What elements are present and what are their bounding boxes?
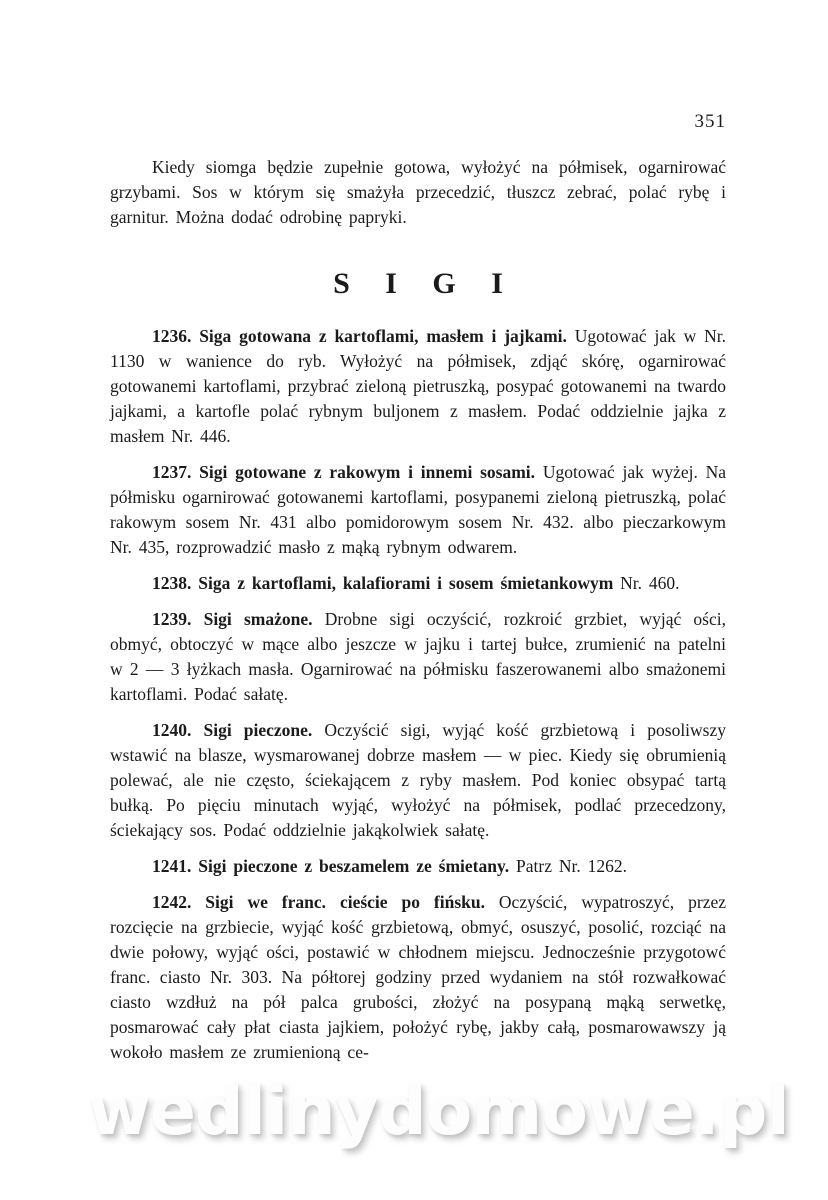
recipe-body: Ugotować jak wyżej. Na półmisku ogarnirować gotowanemi kartoflami, posypanemi zieloną pietruszką, polać rakowym sosem Nr. 431 albo pomidorowym sosem Nr. 432. albo pieczarkowym Nr. 435, rozprowadzić masło z mąką rybnym odwarem. — [110, 462, 726, 557]
recipe-1238 — [110, 571, 726, 596]
recipe-1236 — [110, 324, 726, 449]
recipe-1237 — [110, 460, 726, 560]
recipe-title: 1236. Siga gotowana z kartoflami, masłem i jajkami. — [152, 326, 567, 346]
recipe-1242 — [110, 890, 726, 1065]
section-heading: S I G I — [333, 267, 517, 300]
recipe-title: 1238. Siga z kartoflami, kalafiorami i sosem śmietankowym — [152, 573, 614, 593]
recipe-title: 1239. Sigi smażone. — [152, 609, 313, 629]
recipe-body: Oczyścić sigi, wyjąć kość grzbietową i posoliwszy wstawić na blasze, wysmarowanej dobrze masłem — w piec. Kiedy się obrumienią polewać, ale nie często, ściekającem z ryby masłem. Pod koniec obsypać tartą bułką. Po pięciu minutach wyjąć, wyłożyć na półmisek, podlać przecedzony, ściekający sos. Podać oddzielnie jakąkolwiek sałatę. — [110, 720, 727, 840]
recipe-body: Ugotować jak w Nr. 1130 w wanience do ryb. Wyłożyć na półmisek, zdjąć skórę, ogarnirować gotowanemi kartoflami, przybrać zieloną pietruszką, posypać gotowanemi na twardo jajkami, a kartofle polać rybnym buljonem z masłem. Podać oddzielnie jajka z masłem Nr. 446. — [110, 326, 726, 446]
recipe-1241 — [110, 854, 726, 879]
recipe-1240 — [110, 718, 726, 843]
recipe-body: Patrz Nr. 1262. — [516, 856, 627, 876]
recipe-title: 1241. Sigi pieczone z beszamelem ze śmietany. — [152, 856, 510, 876]
recipe-title: 1240. Sigi pieczone. — [152, 720, 313, 740]
page-number: 351 — [694, 111, 726, 132]
watermark: wedlinydomowe.pl — [88, 1072, 789, 1151]
recipe-body: Drobne sigi oczyścić, rozkroić grzbiet, wyjąć ości, obmyć, obtoczyć w mące albo jeszcze w jajku i tartej bułce, zrumienić na patelni w 2 — 3 łyżkach masła. Ogarnirować na półmisku faszerowanemi albo smażonemi kartoflami. Podać sałatę. — [110, 609, 726, 704]
recipe-title: 1242. Sigi we franc. cieście po fińsku. — [152, 892, 485, 912]
recipe-1239 — [110, 607, 726, 707]
intro-paragraph: Kiedy siomga będzie zupełnie gotowa, wyłożyć na półmisek, ogarnirować grzybami. Sos w którym się smażyła przecedzić, tłuszcz zebrać, polać rybę i garnitur. Można dodać odrobinę papryki. — [110, 157, 726, 227]
recipe-title: 1237. Sigi gotowane z rakowym i innemi sosami. — [152, 462, 536, 482]
recipe-body: Nr. 460. — [620, 573, 680, 593]
recipe-body: Oczyścić, wypatroszyć, przez rozcięcie na grzbiecie, wyjąć kość grzbietową, obmyć, osuszyć, posolić, rozciąć na dwie połowy, wyjąć ości, postawić w chłodnem miejscu. Jednocześnie przygotowć franc. ciasto Nr. 303. Na półtorej godziny przed wydaniem na stół rozwałkować ciasto wzdłuż na pół palca grubości, złożyć na posypaną mąką serwetkę, posmarować cały płat ciasta jajkiem, położyć rybę, jakby całą, posmarowawszy ją wokoło masłem ze zrumienioną ce- — [110, 892, 726, 1062]
